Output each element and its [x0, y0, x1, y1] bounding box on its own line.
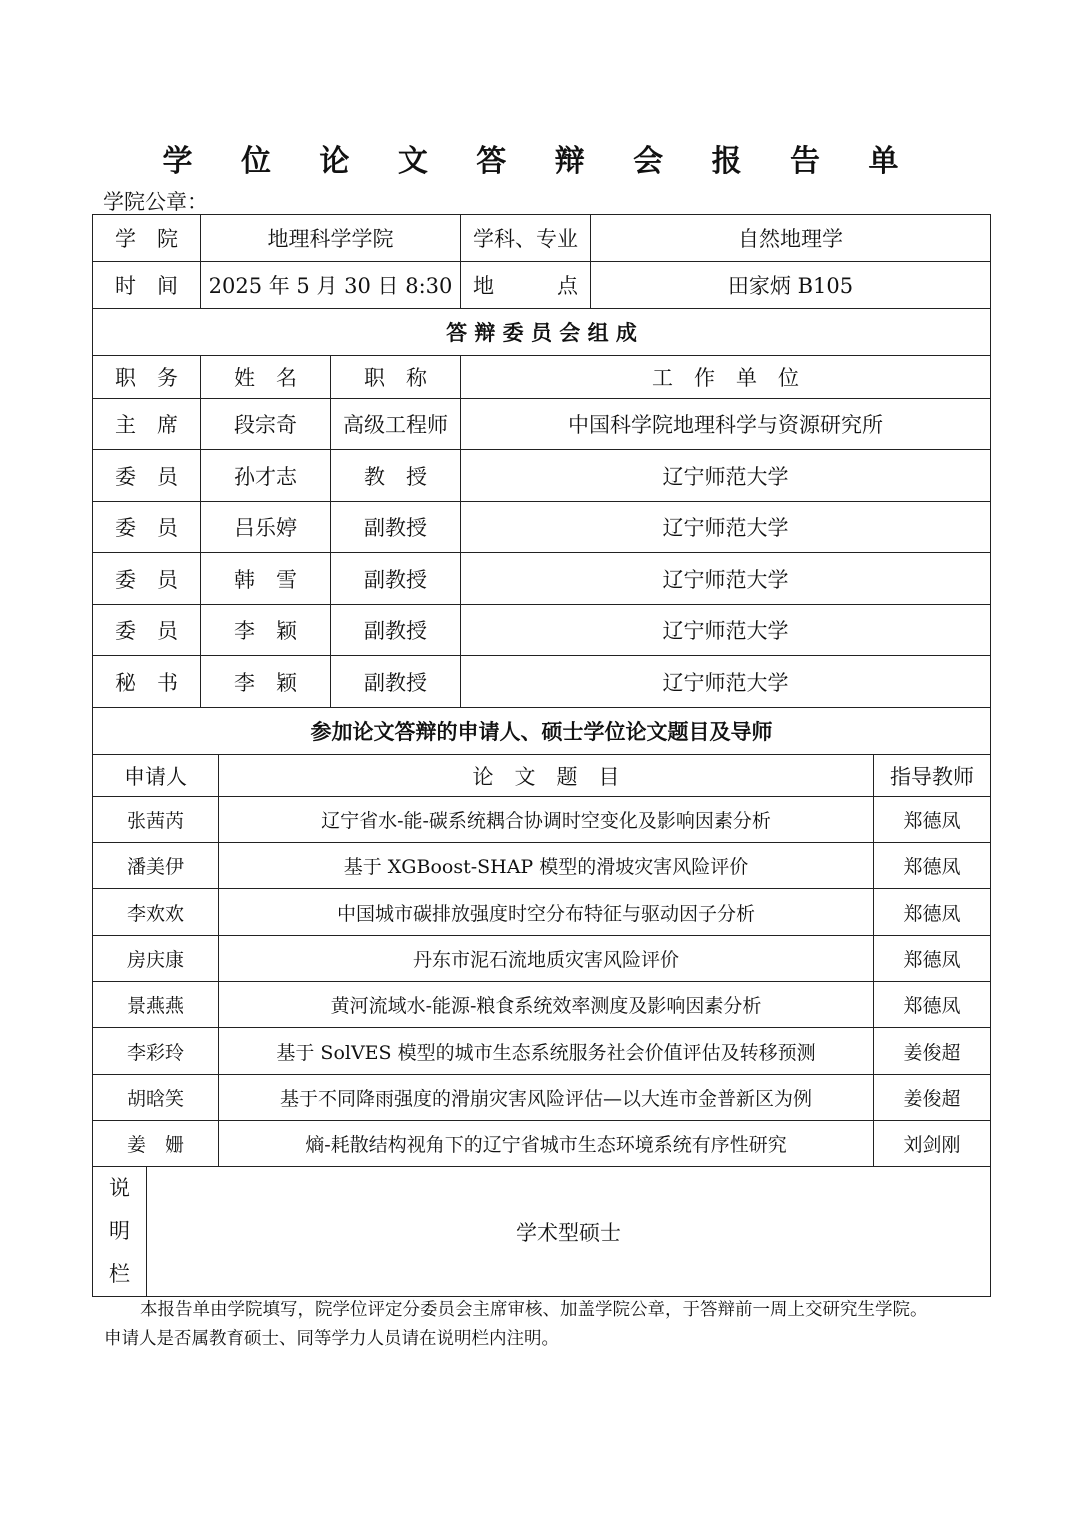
- candidate-name: 张茜芮: [93, 797, 219, 843]
- candidates-header-row: [93, 755, 991, 797]
- member-title: 教 授: [331, 450, 461, 502]
- member-org: 辽宁师范大学: [461, 656, 991, 708]
- advisor-name: 郑德凤: [874, 936, 991, 982]
- header-role: 职 务: [93, 356, 201, 399]
- thesis-title: 黄河流域水-能源-粮食系统效率测度及影响因素分析: [219, 982, 874, 1028]
- notes-label-char: 明: [109, 1219, 130, 1243]
- candidate-name: 李欢欢: [93, 889, 219, 936]
- candidate-name: 景燕燕: [93, 982, 219, 1028]
- committee-header-row: [93, 356, 991, 399]
- member-role: 委 员: [93, 450, 201, 502]
- member-name: 李 颖: [201, 656, 331, 708]
- member-org: 中国科学院地理科学与资源研究所: [461, 399, 991, 450]
- candidate-name: 胡晗笑: [93, 1075, 219, 1121]
- member-name: 吕乐婷: [201, 502, 331, 553]
- document-title: 学 位 论 文 答 辩 会 报 告 单: [162, 144, 918, 179]
- candidates-section-row: [93, 708, 991, 755]
- member-role: 委 员: [93, 502, 201, 553]
- info-row-time: [93, 262, 991, 309]
- member-name: 韩 雪: [201, 553, 331, 605]
- committee-row: [93, 553, 991, 605]
- candidate-row: [93, 1121, 991, 1167]
- footer-line-2: 申请人是否属教育硕士、同等学力人员请在说明栏内注明。: [104, 1329, 559, 1349]
- header-thesis: 论 文 题 目: [219, 755, 874, 797]
- thesis-title: 辽宁省水-能-碳系统耦合协调时空变化及影响因素分析: [219, 797, 874, 843]
- thesis-title: 熵-耗散结构视角下的辽宁省城市生态环境系统有序性研究: [219, 1121, 874, 1167]
- college-value: 地理科学学院: [201, 215, 461, 262]
- member-title: 高级工程师: [331, 399, 461, 450]
- member-org: 辽宁师范大学: [461, 553, 991, 605]
- major-label: 学科、专业: [461, 215, 591, 262]
- candidate-row: [93, 936, 991, 982]
- member-org: 辽宁师范大学: [461, 450, 991, 502]
- member-org: 辽宁师范大学: [461, 605, 991, 656]
- member-title: 副教授: [331, 502, 461, 553]
- footer-line-1: 本报告单由学院填写，院学位评定分委员会主席审核、加盖学院公章，于答辩前一周上交研究生学院。: [140, 1300, 928, 1320]
- thesis-title: 丹东市泥石流地质灾害风险评价: [219, 936, 874, 982]
- header-name: 姓 名: [201, 356, 331, 399]
- committee-row: [93, 450, 991, 502]
- member-name: 段宗奇: [201, 399, 331, 450]
- candidate-row: [93, 982, 991, 1028]
- committee-section-row: [93, 309, 991, 356]
- member-role: 主 席: [93, 399, 201, 450]
- notes-content: 学术型硕士: [147, 1167, 991, 1297]
- footer-note: [104, 1296, 984, 1354]
- candidate-row: [93, 1075, 991, 1121]
- thesis-title: 基于 SolVES 模型的城市生态系统服务社会价值评估及转移预测: [219, 1028, 874, 1075]
- candidate-name: 姜 姗: [93, 1121, 219, 1167]
- advisor-name: 郑德凤: [874, 982, 991, 1028]
- notes-label-char: 说: [109, 1176, 130, 1200]
- member-role: 委 员: [93, 553, 201, 605]
- committee-section-title: 答 辩 委 员 会 组 成: [93, 309, 991, 356]
- advisor-name: 郑德凤: [874, 843, 991, 889]
- college-label: 学 院: [93, 215, 201, 262]
- time-value: 2025 年 5 月 30 日 8:30: [201, 262, 461, 309]
- member-role: 秘 书: [93, 656, 201, 708]
- notes-row: [93, 1167, 991, 1297]
- candidate-name: 房庆康: [93, 936, 219, 982]
- time-label: 时 间: [93, 262, 201, 309]
- member-org: 辽宁师范大学: [461, 502, 991, 553]
- header-applicant: 申请人: [93, 755, 219, 797]
- header-org: 工 作 单 位: [461, 356, 991, 399]
- candidate-name: 潘美伊: [93, 843, 219, 889]
- thesis-title: 中国城市碳排放强度时空分布特征与驱动因子分析: [219, 889, 874, 936]
- header-title: 职 称: [331, 356, 461, 399]
- notes-label: [93, 1167, 147, 1297]
- advisor-name: 郑德凤: [874, 797, 991, 843]
- info-row-college: [93, 215, 991, 262]
- place-label: 地 点: [461, 262, 591, 309]
- header-advisor: 指导教师: [874, 755, 991, 797]
- member-role: 委 员: [93, 605, 201, 656]
- candidate-row: [93, 1028, 991, 1075]
- committee-row: [93, 605, 991, 656]
- advisor-name: 郑德凤: [874, 889, 991, 936]
- candidate-name: 李彩玲: [93, 1028, 219, 1075]
- committee-row: [93, 502, 991, 553]
- college-seal-label: 学院公章：: [103, 190, 208, 214]
- report-table: [92, 214, 991, 1297]
- thesis-title: 基于 XGBoost-SHAP 模型的滑坡灾害风险评价: [219, 843, 874, 889]
- thesis-title: 基于不同降雨强度的滑崩灾害风险评估—以大连市金普新区为例: [219, 1075, 874, 1121]
- member-title: 副教授: [331, 553, 461, 605]
- candidate-row: [93, 843, 991, 889]
- candidate-row: [93, 889, 991, 936]
- major-value: 自然地理学: [591, 215, 991, 262]
- member-title: 副教授: [331, 605, 461, 656]
- member-name: 孙才志: [201, 450, 331, 502]
- committee-row: [93, 656, 991, 708]
- candidates-section-title: 参加论文答辩的申请人、硕士学位论文题目及导师: [93, 708, 991, 755]
- advisor-name: 姜俊超: [874, 1028, 991, 1075]
- advisor-name: 刘剑刚: [874, 1121, 991, 1167]
- committee-row: [93, 399, 991, 450]
- member-name: 李 颖: [201, 605, 331, 656]
- member-title: 副教授: [331, 656, 461, 708]
- place-value: 田家炳 B105: [591, 262, 991, 309]
- candidate-row: [93, 797, 991, 843]
- notes-label-char: 栏: [109, 1262, 130, 1286]
- advisor-name: 姜俊超: [874, 1075, 991, 1121]
